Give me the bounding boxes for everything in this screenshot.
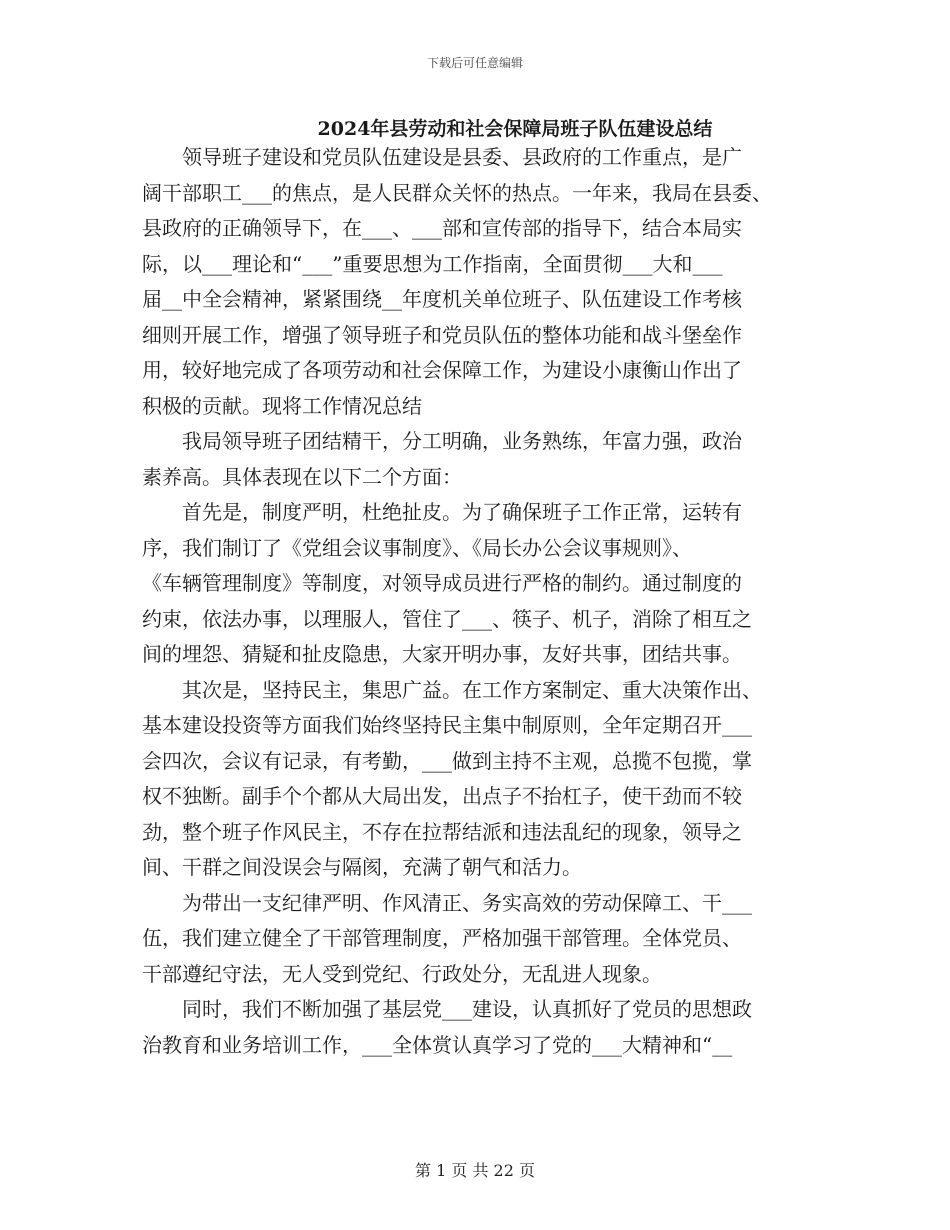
paragraph-line: 阔干部职工___的焦点，是人民群众关怀的热点。一年来，我局在县委、 — [142, 180, 772, 205]
paragraph-line: 际，以___理论和“___”重要思想为工作指南，全面贯彻___大和___ — [142, 251, 723, 276]
paragraph-line: 序，我们制订了《党组会议事制度》、《局长办公会议事规则》、 — [142, 535, 692, 560]
paragraph-line: 其次是，坚持民主，集思广益。在工作方案制定、重大决策作出、 — [182, 677, 762, 702]
paragraph-line: 县政府的正确领导下，在___、___部和宣传部的指导下，结合本局实 — [142, 216, 742, 240]
paragraph-line: 间的埋怨、猜疑和扯皮隐患，大家开明办事，友好共事，团结共事。 — [142, 642, 742, 666]
paragraph-line: 治教育和业务培训工作，___全体赏认真学习了党的___大精神和“__ — [142, 1032, 733, 1057]
paragraph-line: 领导班子建设和党员队伍建设是县委、县政府的工作重点，是广 — [182, 145, 742, 169]
paragraph-line: 积极的贡献。现将工作情况总结 — [142, 393, 422, 418]
paragraph-line: 届__中全会精神，紧紧围绕__年度机关单位班子、队伍建设工作考核 — [142, 287, 742, 311]
document-body — [142, 140, 832, 1063]
paragraph-line: 素养高。具体表现在以下二个方面： — [142, 464, 462, 489]
paragraph-line: 劲，整个班子作风民主，不存在拉帮结派和违法乱纪的现象，领导之 — [142, 819, 742, 844]
paragraph-line: 基本建设投资等方面我们始终坚持民主集中制原则，全年定期召开___ — [142, 713, 752, 737]
page-number: 第 1 页 共 22 页 — [415, 1161, 535, 1180]
paragraph-line: 我局领导班子团结精干，分工明确，业务熟练，年富力强，政治 — [182, 429, 742, 453]
paragraph-line: 伍，我们建立健全了干部管理制度，严格加强干部管理。全体党员、 — [142, 926, 742, 950]
header-note: 下载后可任意编辑 — [426, 56, 523, 70]
paragraph-line: 约束，依法办事，以理服人，管住了___、筷子、机子，消除了相互之 — [142, 606, 752, 631]
paragraph-line: 用，较好地完成了各项劳动和社会保障工作，为建设小康衡山作出了 — [142, 358, 742, 382]
paragraph-line: 间、干群之间没误会与隔阂，充满了朝气和活力。 — [142, 855, 582, 879]
paragraph-line: 首先是，制度严明，杜绝扯皮。为了确保班子工作正常，运转有 — [182, 500, 742, 524]
paragraph-line: 会四次，会议有记录，有考勤，___做到主持不主观，总揽不包揽，掌 — [142, 748, 752, 773]
paragraph-line: 《车辆管理制度》等制度，对领导成员进行严格的制约。通过制度的 — [142, 571, 742, 595]
paragraph-line: 干部遵纪守法，无人受到党纪、行政处分，无乱进人现象。 — [142, 961, 662, 986]
paragraph-line: 权不独断。副手个个都从大局出发，出点子不抬杠子，使干劲而不较 — [142, 784, 742, 808]
paragraph-line: 为带出一支纪律严明、作风清正、务实高效的劳动保障工、干___ — [182, 890, 752, 915]
paragraph-line: 细则开展工作，增强了领导班子和党员队伍的整体功能和战斗堡垒作 — [142, 322, 742, 347]
paragraph-line: 同时，我们不断加强了基层党___建设，认真抓好了党员的思想政 — [182, 997, 752, 1021]
document-title: 2024年县劳动和社会保障局班子队伍建设总结 — [317, 118, 713, 140]
